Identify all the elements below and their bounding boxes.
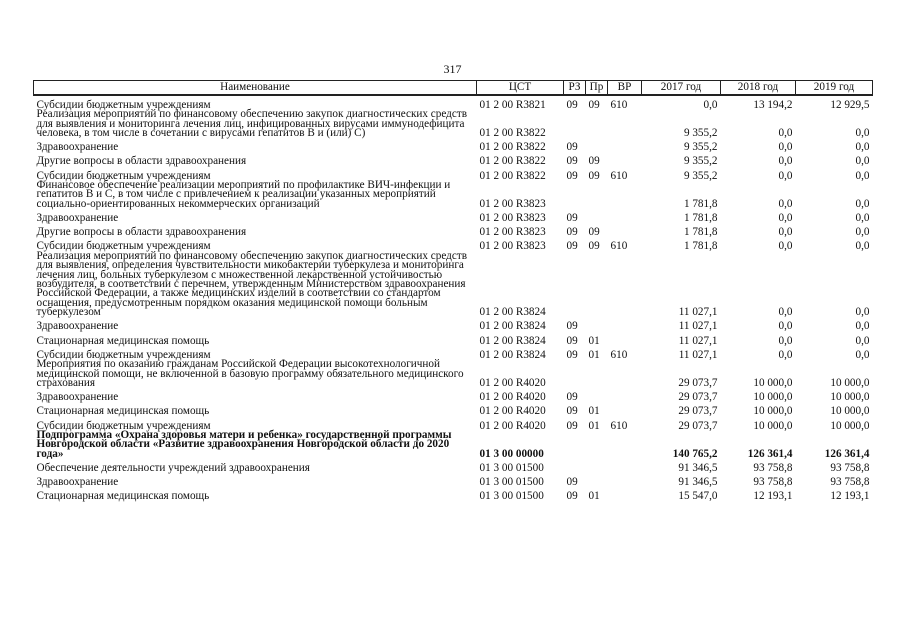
cell-pr xyxy=(586,252,608,318)
page-number: 317 xyxy=(443,62,462,76)
cell-vr xyxy=(608,388,642,402)
col-header-rz: РЗ xyxy=(564,81,586,96)
cell-pr xyxy=(586,181,608,209)
cell-rz xyxy=(564,110,586,138)
table-row xyxy=(34,388,873,402)
table-row xyxy=(34,110,873,138)
cell-pr: 01 xyxy=(588,490,600,503)
cell-cst: 01 2 00 R3824 xyxy=(479,320,546,333)
cell-2018: 10 000,0 xyxy=(753,405,793,418)
cell-2019: 0,0 xyxy=(855,306,870,319)
cell-vr xyxy=(608,181,642,209)
col-header-cst: ЦСТ xyxy=(477,81,564,96)
table-row xyxy=(34,403,873,417)
table-body xyxy=(34,95,873,502)
cell-2018: 93 758,8 xyxy=(753,461,793,474)
cell-pr: 01 xyxy=(588,419,600,432)
cell-2019: 0,0 xyxy=(855,197,870,210)
cell-2017: 91 346,5 xyxy=(678,476,718,489)
cell-name: Здравоохранение xyxy=(36,476,119,489)
cell-2018: 0,0 xyxy=(778,169,793,182)
cell-2017: 9 355,2 xyxy=(683,141,718,154)
table-row xyxy=(34,360,873,388)
cell-2018: 0,0 xyxy=(778,348,793,361)
cell-rz: 09 xyxy=(566,155,578,168)
cell-cst: 01 2 00 R3824 xyxy=(479,348,546,361)
cell-cst: 01 2 00 R4020 xyxy=(479,405,546,418)
cell-cst: 01 2 00 R3823 xyxy=(479,197,546,210)
cell-cst: 01 2 00 R3824 xyxy=(479,306,546,319)
col-header-pr: Пр xyxy=(586,81,608,96)
table-row xyxy=(34,138,873,152)
cell-name: Реализация мероприятий по финансовому обеспечению закупок диагностических средств для выявления и мониторинга лечения лиц, инфицированных вирусами иммунодефицита человека, в том числе в сочетании с вирусами гепатитов В и (или) С) xyxy=(36,108,467,139)
cell-name: Другие вопросы в области здравоохранения xyxy=(36,155,247,168)
cell-2019: 126 361,4 xyxy=(824,447,870,460)
cell-pr xyxy=(586,459,608,473)
cell-2019: 0,0 xyxy=(855,211,870,224)
cell-2019: 0,0 xyxy=(855,320,870,333)
cell-2017: 11 027,1 xyxy=(678,348,718,361)
cell-cst: 01 2 00 R4020 xyxy=(479,419,546,432)
cell-2017: 29 073,7 xyxy=(678,391,718,404)
cell-2018: 0,0 xyxy=(778,197,793,210)
cell-name: Здравоохранение xyxy=(36,211,119,224)
cell-2017: 15 547,0 xyxy=(678,490,718,503)
cell-cst: 01 3 00 01500 xyxy=(479,490,544,503)
cell-name: Обеспечение деятельности учреждений здравоохранения xyxy=(36,461,310,474)
cell-vr: 610 xyxy=(610,240,628,253)
cell-rz: 09 xyxy=(566,169,578,182)
cell-2017: 29 073,7 xyxy=(678,376,718,389)
cell-pr xyxy=(586,110,608,138)
cell-2017: 9 355,2 xyxy=(683,127,718,139)
cell-cst: 01 2 00 R4020 xyxy=(479,376,546,389)
cell-2018: 93 758,8 xyxy=(753,476,793,489)
cell-name: Подпрограмма «Охрана здоровья матери и ребенка» государственной программы Новгородской области «Развитие здравоохранения Новгородской области до 2020 года» xyxy=(36,428,452,460)
cell-2019: 10 000,0 xyxy=(830,419,870,432)
cell-vr xyxy=(608,153,642,167)
cell-cst: 01 2 00 R3822 xyxy=(479,155,546,168)
cell-vr: 610 xyxy=(610,98,628,111)
cell-rz: 09 xyxy=(566,348,578,361)
cell-cst: 01 3 00 00000 xyxy=(479,447,544,460)
cell-2019: 10 000,0 xyxy=(830,391,870,404)
cell-2017: 9 355,2 xyxy=(683,169,718,182)
cell-cst: 01 2 00 R4020 xyxy=(479,391,546,404)
table-row xyxy=(34,488,873,502)
cell-2017: 1 781,8 xyxy=(683,226,718,239)
cell-name: Здравоохранение xyxy=(36,391,119,404)
cell-2018: 0,0 xyxy=(778,211,793,224)
cell-cst: 01 2 00 R3823 xyxy=(479,226,546,239)
table-row xyxy=(34,459,873,473)
cell-name: Субсидии бюджетным учреждениям xyxy=(36,240,211,253)
cell-vr xyxy=(608,223,642,237)
cell-2018: 126 361,4 xyxy=(747,447,793,460)
cell-name: Здравоохранение xyxy=(36,320,119,333)
cell-rz xyxy=(564,252,586,318)
cell-rz: 09 xyxy=(566,476,578,489)
cell-pr xyxy=(586,138,608,152)
table-row xyxy=(34,431,873,459)
cell-2017: 0,0 xyxy=(703,98,718,111)
cell-2018: 13 194,2 xyxy=(753,98,793,111)
cell-2018: 0,0 xyxy=(778,240,793,253)
cell-pr: 09 xyxy=(588,240,600,253)
cell-name: Финансовое обеспечение реализации мероприятий по профилактике ВИЧ-инфекции и гепатитов В и С, в том числе с привлечением к реализации указанных мероприятий социально-ориентированных некоммерческих организаций xyxy=(36,178,451,210)
cell-2018: 0,0 xyxy=(778,306,793,319)
cell-rz xyxy=(564,360,586,388)
cell-2019: 0,0 xyxy=(855,141,870,154)
cell-2019: 12 193,1 xyxy=(830,490,870,503)
cell-vr xyxy=(608,488,642,502)
cell-2017: 29 073,7 xyxy=(678,405,718,418)
cell-cst: 01 2 00 R3823 xyxy=(479,240,546,253)
cell-vr: 610 xyxy=(610,419,628,432)
cell-2018: 0,0 xyxy=(778,155,793,168)
table-header-row xyxy=(34,81,873,96)
cell-2018: 10 000,0 xyxy=(753,391,793,404)
cell-2019: 0,0 xyxy=(855,155,870,168)
cell-2017: 91 346,5 xyxy=(678,461,718,474)
cell-pr: 01 xyxy=(588,334,600,347)
cell-name: Другие вопросы в области здравоохранения xyxy=(36,226,247,239)
cell-2019: 0,0 xyxy=(855,348,870,361)
cell-rz: 09 xyxy=(566,490,578,503)
cell-2019: 10 000,0 xyxy=(830,405,870,418)
cell-2018: 0,0 xyxy=(778,320,793,333)
cell-name: Субсидии бюджетным учреждениям xyxy=(36,98,211,111)
cell-rz: 09 xyxy=(566,226,578,239)
cell-pr xyxy=(586,473,608,487)
cell-name: Стационарная медицинская помощь xyxy=(36,490,210,503)
cell-2017: 1 781,8 xyxy=(683,240,718,253)
cell-vr xyxy=(608,318,642,332)
cell-pr: 09 xyxy=(588,169,600,182)
cell-name: Субсидии бюджетным учреждениям xyxy=(36,419,211,432)
cell-2017: 1 781,8 xyxy=(683,211,718,224)
cell-2018: 0,0 xyxy=(778,127,793,139)
cell-rz: 09 xyxy=(566,405,578,418)
cell-vr xyxy=(608,332,642,346)
table-row xyxy=(34,181,873,209)
cell-2018: 10 000,0 xyxy=(753,419,793,432)
cell-vr xyxy=(608,209,642,223)
cell-pr: 09 xyxy=(588,226,600,239)
cell-name: Стационарная медицинская помощь xyxy=(36,405,210,418)
cell-cst: 01 3 00 01500 xyxy=(479,476,544,489)
cell-rz: 09 xyxy=(566,240,578,253)
cell-pr: 01 xyxy=(588,405,600,418)
cell-2019: 93 758,8 xyxy=(830,476,870,489)
cell-2017: 11 027,1 xyxy=(678,334,718,347)
cell-2018: 0,0 xyxy=(778,334,793,347)
cell-vr xyxy=(608,431,642,459)
cell-vr xyxy=(608,110,642,138)
cell-name: Стационарная медицинская помощь xyxy=(36,334,210,347)
cell-2019: 0,0 xyxy=(855,169,870,182)
cell-vr: 610 xyxy=(610,169,628,182)
cell-rz: 09 xyxy=(566,98,578,111)
cell-2018: 0,0 xyxy=(778,141,793,154)
cell-pr xyxy=(586,318,608,332)
cell-pr xyxy=(586,209,608,223)
cell-cst: 01 2 00 R3822 xyxy=(479,127,546,139)
cell-rz xyxy=(564,431,586,459)
cell-rz: 09 xyxy=(566,211,578,224)
table-row xyxy=(34,252,873,318)
cell-2019: 0,0 xyxy=(855,334,870,347)
cell-2017: 9 355,2 xyxy=(683,155,718,168)
cell-vr xyxy=(608,360,642,388)
cell-name: Субсидии бюджетным учреждениям xyxy=(36,348,211,361)
cell-name: Здравоохранение xyxy=(36,141,119,154)
cell-2019: 0,0 xyxy=(855,226,870,239)
col-header-vr: ВР xyxy=(608,81,642,96)
cell-rz: 09 xyxy=(566,419,578,432)
col-header-2017: 2017 год xyxy=(642,81,721,96)
cell-2018: 12 193,1 xyxy=(753,490,793,503)
cell-rz: 09 xyxy=(566,391,578,404)
table-row xyxy=(34,153,873,167)
table-row xyxy=(34,209,873,223)
cell-pr: 09 xyxy=(588,98,600,111)
cell-pr xyxy=(586,388,608,402)
cell-2019: 0,0 xyxy=(855,240,870,253)
cell-2019: 93 758,8 xyxy=(830,461,870,474)
cell-vr xyxy=(608,138,642,152)
cell-pr xyxy=(586,360,608,388)
cell-cst: 01 2 00 R3824 xyxy=(479,334,546,347)
col-header-name: Наименование xyxy=(34,81,477,96)
cell-2017: 11 027,1 xyxy=(678,320,718,333)
table-row xyxy=(34,223,873,237)
cell-rz xyxy=(564,459,586,473)
cell-vr xyxy=(608,473,642,487)
cell-name: Реализация мероприятий по финансовому обеспечению закупок диагностических средств для выявления, определения чувствительности микобактерии туберкулеза и мониторинга лечения лиц, больных туберкулезом с множественной лекарственной устойчивостью возбудителя, в соответствии с перечнем, утвержденным Министерством здравоохранения Российской Федерации, а также медицинских изделий в соответствии со стандартом оснащения, предусмотренным порядком оказания медицинской помощи больным туберкулезом xyxy=(36,249,467,319)
cell-pr xyxy=(586,431,608,459)
table-row xyxy=(34,318,873,332)
cell-2017: 11 027,1 xyxy=(678,306,718,319)
cell-2017: 1 781,8 xyxy=(683,197,718,210)
cell-cst: 01 2 00 R3821 xyxy=(479,98,546,111)
col-header-2018: 2018 год xyxy=(721,81,796,96)
cell-2019: 0,0 xyxy=(855,127,870,139)
cell-vr xyxy=(608,403,642,417)
cell-vr xyxy=(608,459,642,473)
cell-cst: 01 3 00 01500 xyxy=(479,461,544,474)
cell-pr: 09 xyxy=(588,155,600,168)
cell-2019: 10 000,0 xyxy=(830,376,870,389)
budget-table xyxy=(33,80,873,502)
cell-2018: 0,0 xyxy=(778,226,793,239)
cell-cst: 01 2 00 R3822 xyxy=(479,141,546,154)
cell-2017: 140 765,2 xyxy=(672,447,718,460)
cell-rz: 09 xyxy=(566,141,578,154)
cell-rz: 09 xyxy=(566,320,578,333)
cell-name: Субсидии бюджетным учреждениям xyxy=(36,169,211,182)
cell-rz: 09 xyxy=(566,334,578,347)
cell-vr xyxy=(608,252,642,318)
cell-2018: 10 000,0 xyxy=(753,376,793,389)
cell-2019: 12 929,5 xyxy=(830,98,870,111)
col-header-2019: 2019 год xyxy=(796,81,873,96)
cell-pr: 01 xyxy=(588,348,600,361)
cell-name: Мероприятия по оказанию гражданам Российской Федерации высокотехнологичной медицинской помощи, не включенной в базовую программу обязательного медицинского страхования xyxy=(36,358,464,389)
cell-cst: 01 2 00 R3823 xyxy=(479,211,546,224)
cell-cst: 01 2 00 R3822 xyxy=(479,169,546,182)
cell-vr: 610 xyxy=(610,348,628,361)
cell-rz xyxy=(564,181,586,209)
table-row xyxy=(34,332,873,346)
table-row xyxy=(34,473,873,487)
cell-2017: 29 073,7 xyxy=(678,419,718,432)
